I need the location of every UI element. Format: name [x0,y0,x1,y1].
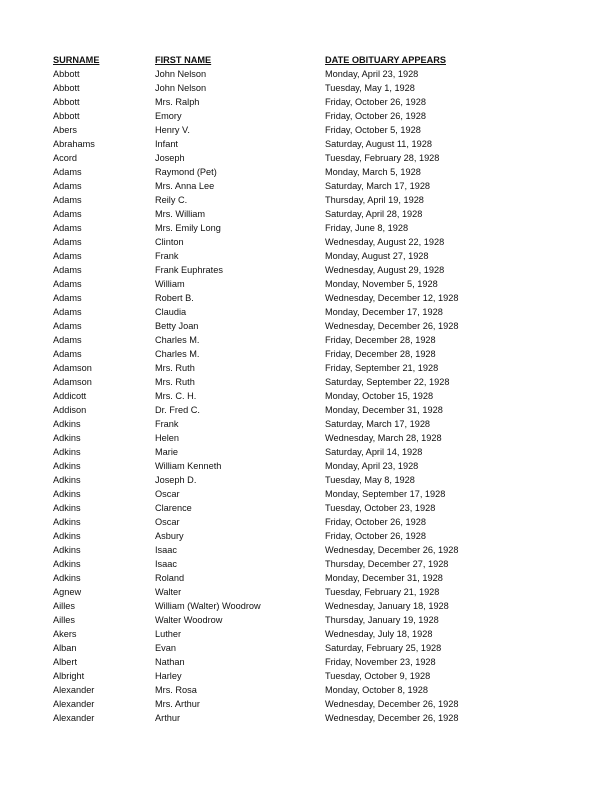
surname-cell: Adkins [53,517,81,527]
first-name-cell: Reily C. [155,195,188,205]
surname-header: SURNAME [53,55,100,65]
table-row [53,179,525,193]
date-cell: Saturday, April 28, 1928 [325,209,423,219]
surname-cell: Adams [53,293,82,303]
table-row [53,669,525,683]
surname-cell: Adams [53,195,82,205]
first-name-cell: Charles M. [155,349,200,359]
table-row [53,235,525,249]
table-row [53,221,525,235]
table-row [53,67,525,81]
date-cell: Wednesday, December 26, 1928 [325,545,459,555]
surname-cell: Adams [53,181,82,191]
surname-cell: Adams [53,209,82,219]
surname-cell: Adams [53,251,82,261]
date-header: DATE OBITUARY APPEARS [325,55,446,65]
surname-cell: Adkins [53,531,81,541]
surname-cell: Adkins [53,559,81,569]
surname-cell: Adkins [53,545,81,555]
table-row [53,319,525,333]
table-row [53,151,525,165]
table-row [53,613,525,627]
surname-cell: Adkins [53,447,81,457]
date-cell: Wednesday, December 12, 1928 [325,293,459,303]
surname-cell: Abers [53,125,78,135]
surname-cell: Ailles [53,601,75,611]
surname-cell: Acord [53,153,78,163]
first-name-cell: Frank Euphrates [155,265,223,275]
date-cell: Tuesday, October 23, 1928 [325,503,436,513]
table-row [53,599,525,613]
date-cell: Tuesday, October 9, 1928 [325,671,431,681]
table-row [53,207,525,221]
first-name-cell: Clarence [155,503,192,513]
date-cell: Wednesday, August 22, 1928 [325,237,445,247]
date-cell: Monday, March 5, 1928 [325,167,421,177]
first-name-cell: Frank [155,251,179,261]
first-name-cell: Harley [155,671,182,681]
date-cell: Friday, September 21, 1928 [325,363,439,373]
first-name-cell: Mrs. Arthur [155,699,200,709]
surname-cell: Abbott [53,97,80,107]
surname-cell: Addicott [53,391,87,401]
surname-cell: Albright [53,671,85,681]
date-cell: Wednesday, March 28, 1928 [325,433,442,443]
date-cell: Friday, October 26, 1928 [325,111,426,121]
first-name-cell: Mrs. Emily Long [155,223,221,233]
table-row [53,487,525,501]
first-name-cell: Frank [155,419,179,429]
first-name-cell: John Nelson [155,69,207,79]
table-row [53,431,525,445]
table-row [53,543,525,557]
surname-cell: Alexander [53,699,95,709]
table-row [53,655,525,669]
first-name-cell: William [155,279,185,289]
table-row [53,585,525,599]
date-cell: Tuesday, May 8, 1928 [325,475,415,485]
date-cell: Tuesday, May 1, 1928 [325,83,415,93]
first-name-cell: Arthur [155,713,181,723]
surname-cell: Adams [53,335,82,345]
date-cell: Monday, April 23, 1928 [325,461,419,471]
date-cell: Friday, November 23, 1928 [325,657,436,667]
first-name-cell: Walter [155,587,182,597]
table-row [53,529,525,543]
table-row [53,193,525,207]
surname-cell: Alexander [53,685,95,695]
table-row [53,375,525,389]
first-name-cell: Claudia [155,307,187,317]
first-name-cell: Isaac [155,559,177,569]
first-name-cell: Mrs. Ruth [155,377,195,387]
first-name-cell: Dr. Fred C. [155,405,200,415]
table-row [53,473,525,487]
table-row [53,81,525,95]
first-name-cell: Infant [155,139,178,149]
surname-cell: Adams [53,223,82,233]
first-name-cell: Henry V. [155,125,190,135]
first-name-cell: Evan [155,643,176,653]
surname-cell: Adamson [53,377,92,387]
date-cell: Monday, October 8, 1928 [325,685,428,695]
surname-cell: Adams [53,265,82,275]
date-cell: Thursday, April 19, 1928 [325,195,424,205]
table-row [53,277,525,291]
surname-cell: Adams [53,167,82,177]
date-cell: Thursday, December 27, 1928 [325,559,449,569]
date-cell: Friday, October 26, 1928 [325,531,426,541]
table-row [53,109,525,123]
date-cell: Monday, April 23, 1928 [325,69,419,79]
date-cell: Wednesday, December 26, 1928 [325,699,459,709]
first-name-cell: Mrs. William [155,209,206,219]
first-name-cell: Oscar [155,517,180,527]
date-cell: Saturday, April 14, 1928 [325,447,423,457]
date-cell: Wednesday, December 26, 1928 [325,321,459,331]
first-name-cell: Mrs. Rosa [155,685,197,695]
first-name-header: FIRST NAME [155,55,212,65]
date-cell: Friday, October 5, 1928 [325,125,421,135]
date-cell: Saturday, September 22, 1928 [325,377,450,387]
first-name-cell: William (Walter) Woodrow [155,601,261,611]
date-cell: Saturday, March 17, 1928 [325,181,431,191]
first-name-cell: Marie [155,447,178,457]
date-cell: Monday, November 5, 1928 [325,279,438,289]
date-cell: Wednesday, December 26, 1928 [325,713,459,723]
date-cell: Wednesday, August 29, 1928 [325,265,445,275]
table-row [53,557,525,571]
date-cell: Friday, December 28, 1928 [325,349,436,359]
table-row [53,683,525,697]
date-cell: Friday, October 26, 1928 [325,517,426,527]
surname-cell: Adamson [53,363,92,373]
surname-cell: Adkins [53,573,81,583]
table-row [53,571,525,585]
surname-cell: Adkins [53,419,81,429]
date-cell: Tuesday, February 21, 1928 [325,587,440,597]
table-row [53,165,525,179]
first-name-cell: Roland [155,573,185,583]
date-cell: Monday, December 31, 1928 [325,405,443,415]
first-name-cell: Mrs. C. H. [155,391,197,401]
date-cell: Monday, October 15, 1928 [325,391,434,401]
surname-cell: Adams [53,321,82,331]
date-cell: Monday, September 17, 1928 [325,489,446,499]
header-row [53,53,525,67]
table-row [53,403,525,417]
surname-cell: Adams [53,307,82,317]
first-name-cell: Isaac [155,545,177,555]
table-body [53,67,525,725]
table-row [53,515,525,529]
first-name-cell: Helen [155,433,180,443]
surname-cell: Adams [53,349,82,359]
surname-cell: Ailles [53,615,75,625]
first-name-cell: Joseph [155,153,185,163]
table-row [53,291,525,305]
table-row [53,711,525,725]
date-cell: Saturday, February 25, 1928 [325,643,442,653]
surname-cell: Adkins [53,503,81,513]
date-cell: Wednesday, January 18, 1928 [325,601,449,611]
table-row [53,95,525,109]
first-name-cell: Emory [155,111,182,121]
table-row [53,249,525,263]
surname-cell: Albert [53,657,78,667]
table-row [53,417,525,431]
table-row [53,697,525,711]
surname-cell: Abrahams [53,139,95,149]
surname-cell: Adkins [53,461,81,471]
table-row [53,123,525,137]
surname-cell: Adams [53,279,82,289]
surname-cell: Abbott [53,69,80,79]
table-row [53,305,525,319]
table-row [53,445,525,459]
table-row [53,137,525,151]
surname-cell: Abbott [53,83,80,93]
first-name-cell: Mrs. Ralph [155,97,200,107]
date-cell: Saturday, August 11, 1928 [325,139,432,149]
date-cell: Friday, June 8, 1928 [325,223,409,233]
first-name-cell: Charles M. [155,335,200,345]
first-name-cell: Clinton [155,237,184,247]
date-cell: Wednesday, July 18, 1928 [325,629,433,639]
date-cell: Monday, December 17, 1928 [325,307,443,317]
date-cell: Friday, December 28, 1928 [325,335,436,345]
first-name-cell: Betty Joan [155,321,199,331]
first-name-cell: Luther [155,629,182,639]
surname-cell: Adkins [53,433,81,443]
table-row [53,347,525,361]
table-row [53,263,525,277]
first-name-cell: Walter Woodrow [155,615,223,625]
surname-cell: Alban [53,643,77,653]
surname-cell: Alexander [53,713,95,723]
table-row [53,641,525,655]
surname-cell: Agnew [53,587,82,597]
first-name-cell: William Kenneth [155,461,222,471]
first-name-cell: Joseph D. [155,475,197,485]
table-row [53,627,525,641]
first-name-cell: Raymond (Pet) [155,167,217,177]
first-name-cell: Mrs. Anna Lee [155,181,215,191]
table-row [53,389,525,403]
date-cell: Thursday, January 19, 1928 [325,615,439,625]
surname-cell: Adams [53,237,82,247]
first-name-cell: John Nelson [155,83,207,93]
date-cell: Monday, August 27, 1928 [325,251,429,261]
table-row [53,501,525,515]
date-cell: Tuesday, February 28, 1928 [325,153,440,163]
surname-cell: Adkins [53,489,81,499]
first-name-cell: Robert B. [155,293,194,303]
table-row [53,459,525,473]
surname-cell: Akers [53,629,77,639]
first-name-cell: Asbury [155,531,184,541]
table-row [53,361,525,375]
first-name-cell: Nathan [155,657,185,667]
surname-cell: Abbott [53,111,80,121]
obituary-index-table [53,53,525,725]
first-name-cell: Mrs. Ruth [155,363,195,373]
table-row [53,333,525,347]
surname-cell: Addison [53,405,87,415]
date-cell: Friday, October 26, 1928 [325,97,426,107]
date-cell: Monday, December 31, 1928 [325,573,443,583]
date-cell: Saturday, March 17, 1928 [325,419,431,429]
first-name-cell: Oscar [155,489,180,499]
surname-cell: Adkins [53,475,81,485]
